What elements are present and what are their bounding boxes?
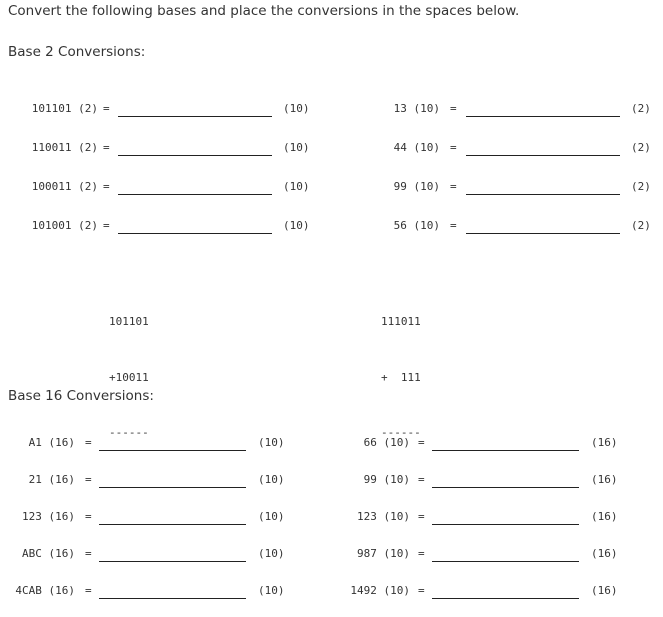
equals-sign: = [418, 473, 425, 486]
answer-blank[interactable] [118, 116, 272, 117]
base16-left-unit: (10) [258, 473, 285, 486]
answer-blank[interactable] [118, 155, 272, 156]
addition-2-line3: ------ [381, 426, 421, 439]
equals-sign: = [103, 141, 110, 154]
base2-right-problem: 99 (10) [393, 180, 440, 193]
base2-right-problem: 56 (10) [393, 219, 440, 232]
base16-right-unit: (16) [591, 436, 618, 449]
answer-blank[interactable] [432, 450, 579, 451]
addition-2-line2: + 111 [381, 370, 421, 384]
base16-right-problem: 66 (10) [363, 436, 410, 449]
addition-1-line1: 101101 [109, 315, 149, 328]
answer-blank[interactable] [432, 561, 579, 562]
addition-problem-2 [381, 276, 421, 461]
base16-right-unit: (16) [591, 510, 618, 523]
base16-left-problem: ABC (16) [22, 547, 75, 560]
answer-blank[interactable] [432, 487, 579, 488]
base16-left-unit: (10) [258, 547, 285, 560]
answer-blank[interactable] [118, 194, 272, 195]
base2-heading: Base 2 Conversions: [8, 44, 146, 60]
equals-sign: = [103, 102, 110, 115]
base16-right-unit: (16) [591, 473, 618, 486]
answer-blank[interactable] [99, 487, 246, 488]
equals-sign: = [103, 219, 110, 232]
base2-left-problem: 101001 (2) [31, 219, 98, 232]
answer-blank[interactable] [466, 155, 620, 156]
base2-left-problem: 110011 (2) [31, 141, 98, 154]
base2-right-unit: (2) [631, 180, 651, 193]
equals-sign: = [85, 547, 92, 560]
base2-left-problem: 100011 (2) [31, 180, 98, 193]
base16-left-problem: A1 (16) [28, 436, 75, 449]
equals-sign: = [450, 102, 457, 115]
base2-right-problem: 13 (10) [393, 102, 440, 115]
equals-sign: = [418, 584, 425, 597]
base16-left-problem: 123 (16) [22, 510, 75, 523]
equals-sign: = [85, 436, 92, 449]
answer-blank[interactable] [432, 598, 579, 599]
equals-sign: = [85, 584, 92, 597]
answer-blank[interactable] [99, 561, 246, 562]
answer-blank[interactable] [466, 116, 620, 117]
answer-blank[interactable] [99, 524, 246, 525]
base16-right-problem: 1492 (10) [350, 584, 410, 597]
base2-left-unit: (10) [283, 141, 310, 154]
base16-right-problem: 123 (10) [357, 510, 410, 523]
base2-left-unit: (10) [283, 180, 310, 193]
equals-sign: = [450, 180, 457, 193]
base2-right-unit: (2) [631, 219, 651, 232]
answer-blank[interactable] [466, 194, 620, 195]
base16-left-unit: (10) [258, 584, 285, 597]
base2-right-problem: 44 (10) [393, 141, 440, 154]
base16-left-unit: (10) [258, 436, 285, 449]
addition-2-line1: 111011 [381, 315, 421, 328]
equals-sign: = [103, 180, 110, 193]
base2-left-unit: (10) [283, 219, 310, 232]
base2-left-problem: 101101 (2) [31, 102, 98, 115]
base16-right-problem: 987 (10) [357, 547, 410, 560]
addition-problem-1 [109, 276, 149, 461]
addition-1-line2: +10011 [109, 370, 149, 384]
answer-blank[interactable] [118, 233, 272, 234]
addition-1-line3: ------ [109, 426, 149, 439]
equals-sign: = [418, 510, 425, 523]
base2-left-unit: (10) [283, 102, 310, 115]
base16-right-problem: 99 (10) [363, 473, 410, 486]
base16-right-unit: (16) [591, 547, 618, 560]
equals-sign: = [418, 547, 425, 560]
base16-left-problem: 21 (16) [28, 473, 75, 486]
base16-heading: Base 16 Conversions: [8, 388, 154, 404]
equals-sign: = [418, 436, 425, 449]
base16-right-unit: (16) [591, 584, 618, 597]
instructions: Convert the following bases and place the conversions in the spaces below. [8, 3, 520, 19]
equals-sign: = [450, 141, 457, 154]
base2-right-unit: (2) [631, 102, 651, 115]
base2-right-unit: (2) [631, 141, 651, 154]
equals-sign: = [85, 473, 92, 486]
equals-sign: = [85, 510, 92, 523]
answer-blank[interactable] [99, 450, 246, 451]
answer-blank[interactable] [432, 524, 579, 525]
equals-sign: = [450, 219, 457, 232]
base16-left-unit: (10) [258, 510, 285, 523]
answer-blank[interactable] [99, 598, 246, 599]
answer-blank[interactable] [466, 233, 620, 234]
base16-left-problem: 4CAB (16) [15, 584, 75, 597]
